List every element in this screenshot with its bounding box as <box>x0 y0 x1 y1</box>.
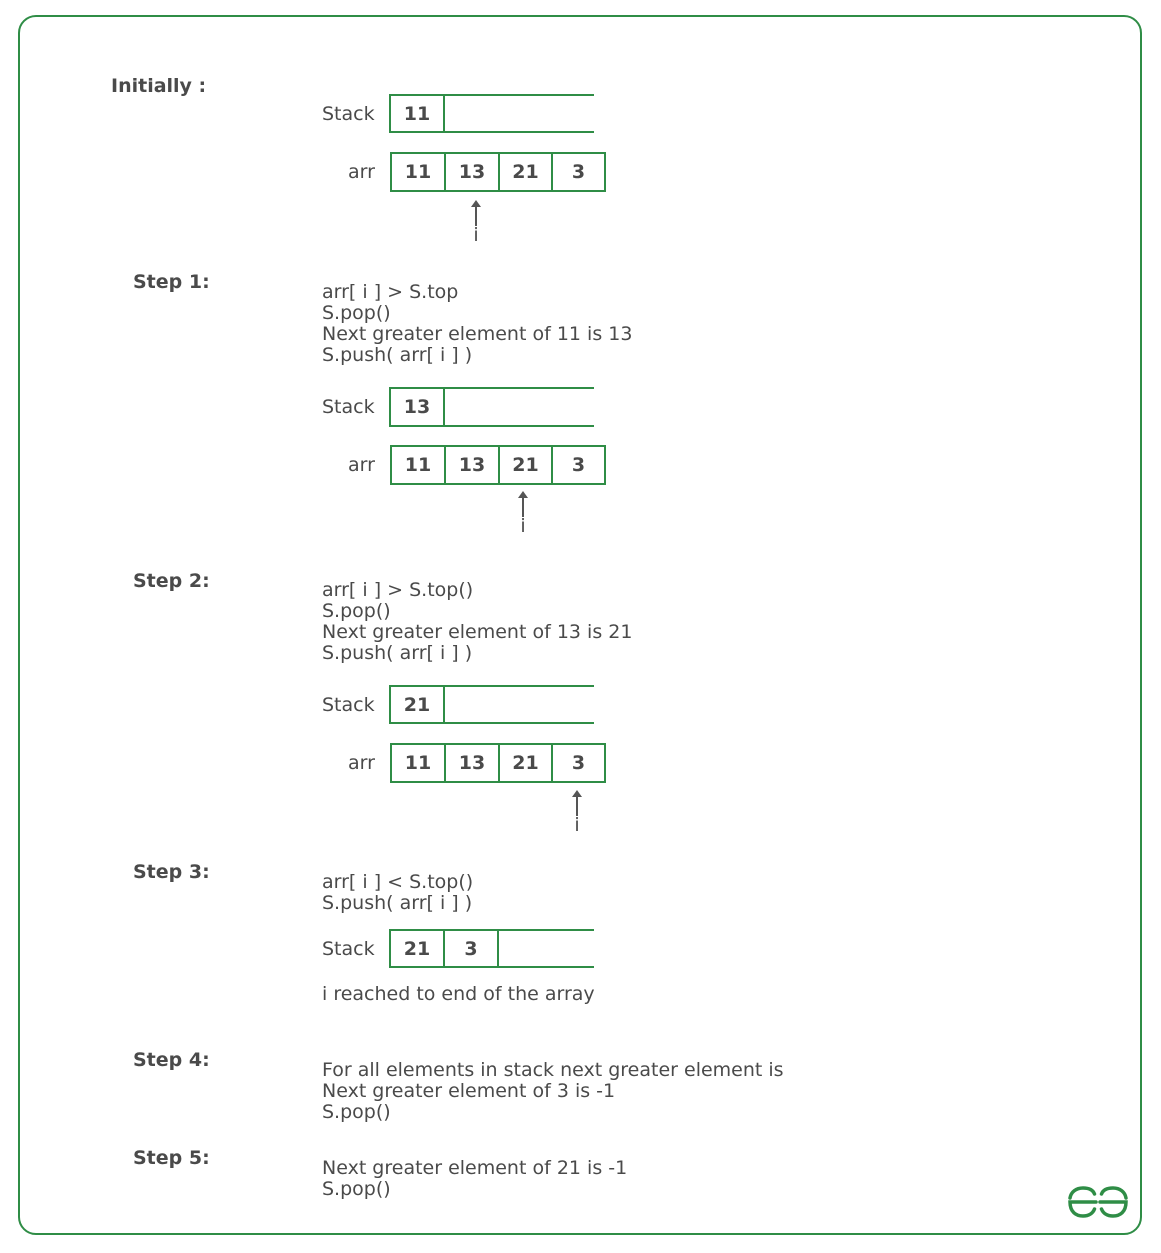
text-line: For all elements in stack next greater element is <box>322 1059 784 1081</box>
step-2-text <box>322 580 632 664</box>
array-cell: 11 <box>390 743 446 783</box>
text-line: S.pop() <box>322 1178 391 1200</box>
array-cell: 21 <box>498 152 553 192</box>
text-line: arr[ i ] > S.top() <box>322 579 474 601</box>
pointer-label: i <box>520 515 526 537</box>
section-label-step-5: Step 5: <box>133 1147 210 1169</box>
arr-label: arr <box>348 752 375 774</box>
text-line: Next greater element of 3 is -1 <box>322 1080 616 1102</box>
pointer-label: i <box>574 814 580 836</box>
text-line: Next greater element of 13 is 21 <box>322 621 633 643</box>
stack-cell: 11 <box>389 94 445 133</box>
array-cell: 13 <box>444 743 500 783</box>
text-line: S.push( arr[ i ] ) <box>322 344 473 366</box>
section-label-step-4: Step 4: <box>133 1049 210 1071</box>
text-line: S.pop() <box>322 302 391 324</box>
stack-cell: 21 <box>389 685 445 724</box>
section-label-step-2: Step 2: <box>133 570 210 592</box>
text-line: S.push( arr[ i ] ) <box>322 642 473 664</box>
section-label-initially: Initially : <box>111 75 207 97</box>
array-cell: 21 <box>498 743 553 783</box>
text-line: Next greater element of 21 is -1 <box>322 1157 628 1179</box>
step-5-text <box>322 1158 627 1200</box>
stack-cell: 3 <box>443 929 499 968</box>
text-line: S.push( arr[ i ] ) <box>322 892 473 914</box>
step-1-text <box>322 282 632 366</box>
gfg-logo-icon <box>1066 1182 1130 1222</box>
array-cell: 13 <box>444 445 500 485</box>
stack-label: Stack <box>322 694 375 716</box>
array-cell: 21 <box>498 445 553 485</box>
array-cell: 13 <box>444 152 500 192</box>
step-4-text <box>322 1060 784 1123</box>
array-cell: 11 <box>390 152 446 192</box>
step-3-note: i reached to end of the array <box>322 983 595 1005</box>
array-cell: 11 <box>390 445 446 485</box>
array-cell: 3 <box>551 152 606 192</box>
stack-cell: 21 <box>389 929 445 968</box>
arr-label: arr <box>348 161 375 183</box>
section-label-step-1: Step 1: <box>133 271 210 293</box>
text-line: S.pop() <box>322 1101 391 1123</box>
stack-cell: 13 <box>389 387 445 427</box>
section-label-step-3: Step 3: <box>133 861 210 883</box>
step-3-text <box>322 872 473 914</box>
text-line: arr[ i ] > S.top <box>322 281 459 303</box>
stack-label: Stack <box>322 103 375 125</box>
array-cell: 3 <box>551 743 606 783</box>
array-cell: 3 <box>551 445 606 485</box>
text-line: Next greater element of 11 is 13 <box>322 323 633 345</box>
stack-label: Stack <box>322 396 375 418</box>
arr-label: arr <box>348 454 375 476</box>
text-line: S.pop() <box>322 600 391 622</box>
text-line: arr[ i ] < S.top() <box>322 871 474 893</box>
stack-label: Stack <box>322 938 375 960</box>
pointer-label: i <box>473 224 479 246</box>
